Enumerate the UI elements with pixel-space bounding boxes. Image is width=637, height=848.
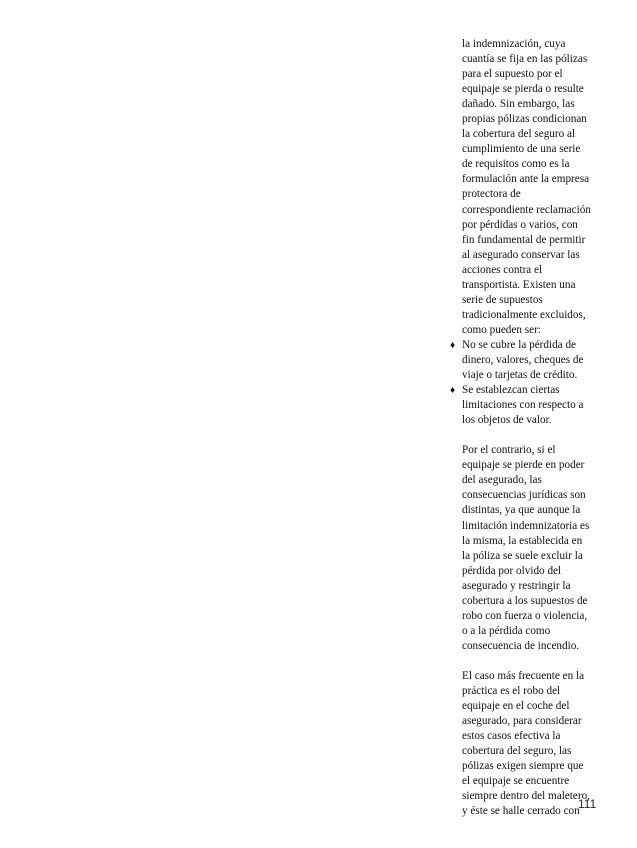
text-line: por pérdidas o varios, con [462,218,578,231]
text-line: la cobertura del seguro al [462,128,576,141]
text-line: del asegurado, las [462,474,542,487]
text-line: cobertura del seguro, las [462,745,572,758]
text-line: el equipaje se encuentre [462,775,570,788]
text-line: limitaciones con respecto a [462,399,584,412]
text-line: o a la pérdida como [462,624,551,637]
text-line: pérdida por olvido del [462,564,562,577]
text-line: propias pólizas condicionan [462,113,587,126]
page-number: 111 [578,797,597,811]
text-line: dañado. Sin embargo, las [462,98,575,111]
text-line: y éste se halle cerrado con [462,805,580,818]
paragraph-gap [462,428,602,443]
diamond-bullet-icon: ♦ [450,339,456,351]
text-line: práctica es el robo del [462,685,561,698]
paragraph-2 [462,443,602,654]
text-line: consecuencias jurídicas son [462,489,586,502]
text-line: acciones contra el [462,263,543,276]
text-line: al asegurado conservar las [462,248,580,261]
text-line: transportista. Existen una [462,278,576,291]
text-line: asegurado y restringir la [462,579,571,592]
text-line: siempre dentro del maletero, [462,790,590,803]
text-line: la misma, la establecida en [462,534,583,547]
text-line: fin fundamental de permitir [462,233,586,246]
paragraph-gap [462,654,602,669]
text-line: como pueden ser: [462,323,541,336]
text-line: viaje o tarjetas de crédito. [462,369,578,382]
text-line: equipaje se pierde en poder [462,459,585,472]
text-line: cumplimiento de una serie [462,143,581,156]
text-line: protectora de [462,188,521,201]
text-line: los objetos de valor. [462,414,552,427]
text-line: serie de supuestos [462,293,543,306]
text-line: de requisitos como es la [462,158,570,171]
text-line: robo con fuerza o violencia, [462,609,588,622]
text-line: para el supuesto por el [462,68,563,81]
text-line: asegurado, para considerar [462,715,582,728]
text-line: Por el contrario, si el [462,444,556,457]
text-line: estos casos efectiva la [462,730,561,743]
diamond-bullet-icon: ♦ [450,385,456,397]
text-line: la indemnización, cuya [462,38,566,50]
text-line: correspondiente reclamación [462,203,591,216]
text-line: formulación ante la empresa [462,173,590,186]
paragraph-1 [462,37,602,338]
text-line: No se cubre la pérdida de [462,338,576,351]
text-line: equipaje se pierda o resulte [462,83,584,96]
text-line: equipaje en el coche del [462,700,570,713]
text-line: cobertura a los supuestos de [462,594,588,607]
bullet-item-1 [450,338,602,383]
text-line: la póliza se suele excluir la [462,549,583,562]
text-column [450,37,602,819]
text-line: distintas, ya que aunque la [462,504,581,517]
text-line: El caso más frecuente en la [462,669,585,682]
text-line: tradicionalmente excluidos, [462,308,586,321]
text-line: Se establezcan ciertas [462,384,560,397]
text-line: dinero, valores, cheques de [462,353,584,366]
text-line: pólizas exigen siempre que [462,760,584,773]
text-line: limitación indemnizatoria es [462,519,590,532]
text-line: consecuencia de incendio. [462,639,580,652]
bullet-item-2 [450,383,602,428]
text-line: cuantía se fija en las pólizas [462,53,588,66]
